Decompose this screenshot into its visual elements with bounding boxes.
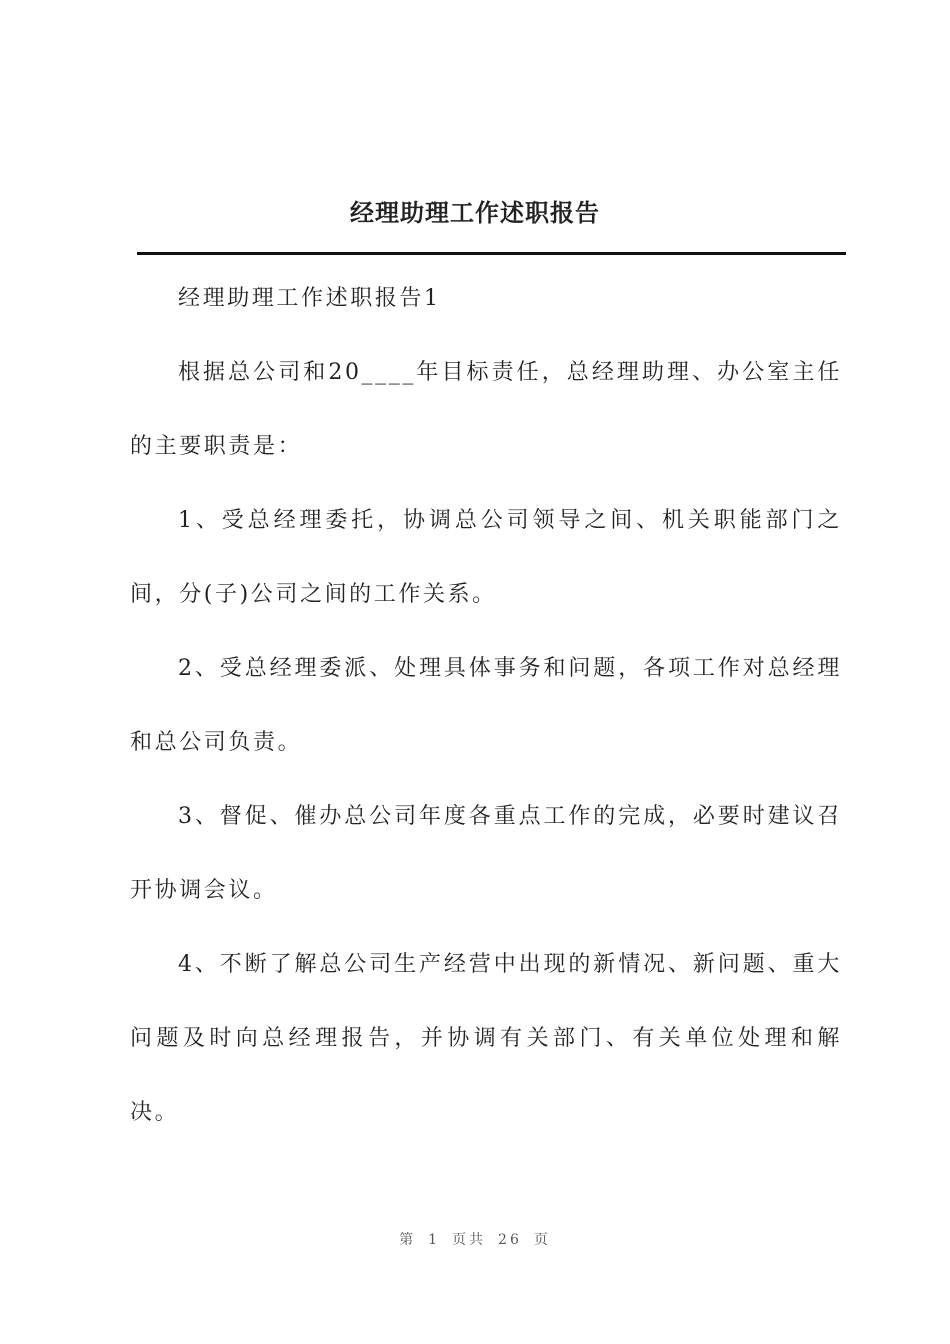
intro-paragraph: 根据总公司和20____年目标责任，总经理助理、办公室主任的主要职责是： [130, 360, 842, 459]
section-heading: 经理助理工作述职报告1 [178, 286, 441, 311]
footer-page-middle: 页共 [452, 1232, 487, 1248]
document-body [130, 262, 842, 1150]
duty-item-3: 3、督促、催办总公司年度各重点工作的完成，必要时建议召开协调会议。 [130, 804, 842, 903]
footer-page-suffix: 页 [533, 1232, 551, 1248]
duty-item-2: 2、受总经理委派、处理具体事务和问题，各项工作对总经理和总公司负责。 [130, 656, 842, 755]
document-title: 经理助理工作述职报告 [350, 198, 600, 227]
footer-page-number: 1 [428, 1232, 441, 1248]
duty-item-4: 4、不断了解总公司生产经营中出现的新情况、新问题、重大问题及时向总经理报告，并协调有关部门、有关单位处理和解决。 [130, 952, 842, 1125]
footer-page-total: 26 [498, 1232, 522, 1248]
duty-item-1: 1、受总经理委托，协调总公司领导之间、机关职能部门之间，分(子)公司之间的工作关系。 [130, 508, 842, 607]
title-divider [137, 252, 846, 255]
footer-page-prefix: 第 [399, 1232, 417, 1248]
page-footer [0, 1229, 950, 1249]
